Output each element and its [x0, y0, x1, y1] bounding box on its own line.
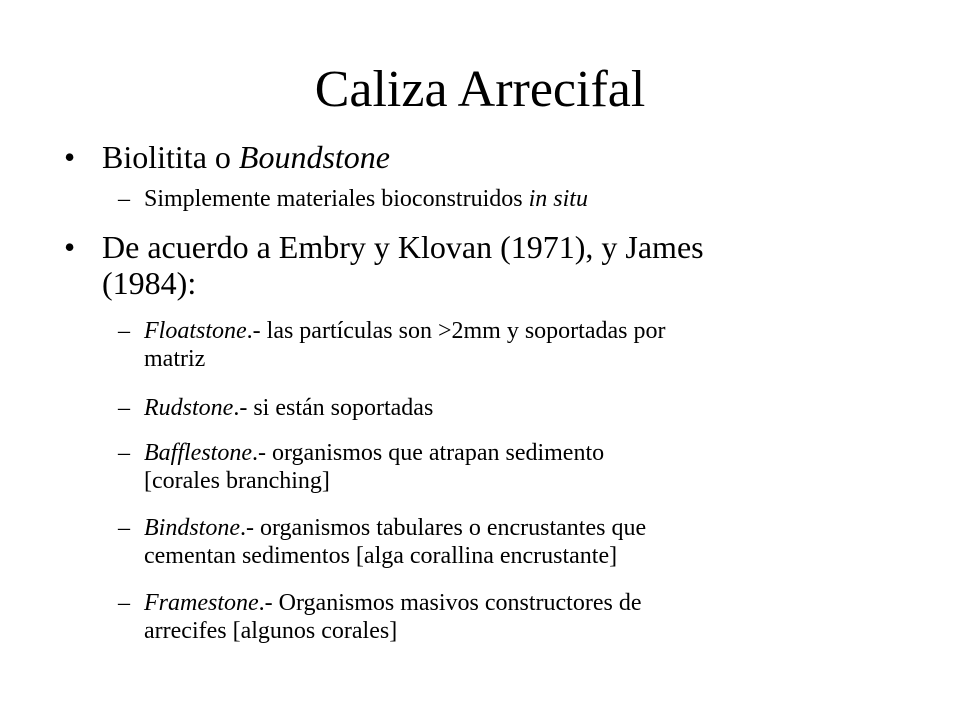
- term-bafflestone: Bafflestone: [144, 440, 252, 466]
- dash-marker: –: [118, 186, 130, 212]
- bullet-text: Biolitita o Boundstone: [102, 139, 390, 175]
- dash-marker: –: [118, 515, 130, 541]
- sub-bullet-text: Bafflestone.- organismos que atrapan sedimento [corales branching]: [144, 440, 605, 494]
- sub-bullet-text: Simplemente materiales bioconstruidos in situ: [144, 186, 588, 212]
- bullet-emphasis: Boundstone: [238, 139, 390, 175]
- bullet-text: De acuerdo a Embry y Klovan (1971), y James (1984):: [102, 229, 704, 301]
- sub-bullet-text: Rudstone.- si están soportadas: [144, 395, 434, 421]
- dash-marker: –: [118, 318, 130, 344]
- bullet-marker: •: [64, 229, 76, 265]
- dash-marker: –: [118, 590, 130, 616]
- term-bindstone: Bindstone: [144, 515, 240, 541]
- bullet-marker: •: [64, 139, 76, 175]
- slide-title: Caliza Arrecifal: [314, 61, 646, 118]
- sub-bullet-text: Floatstone.- las partículas son >2mm y soportadas por matriz: [144, 318, 666, 372]
- sub-bullet-text: Framestone.- Organismos masivos constructores de arrecifes [algunos corales]: [144, 590, 642, 644]
- sub-bullet-text: Bindstone.- organismos tabulares o encrustantes que cementan sedimentos [alga corallina encrustante]: [144, 515, 647, 569]
- sub-bullet-emphasis: in situ: [528, 186, 588, 212]
- term-rudstone: Rudstone: [144, 395, 234, 421]
- term-framestone: Framestone: [144, 590, 259, 616]
- dash-marker: –: [118, 395, 130, 421]
- dash-marker: –: [118, 440, 130, 466]
- term-floatstone: Floatstone: [144, 318, 247, 344]
